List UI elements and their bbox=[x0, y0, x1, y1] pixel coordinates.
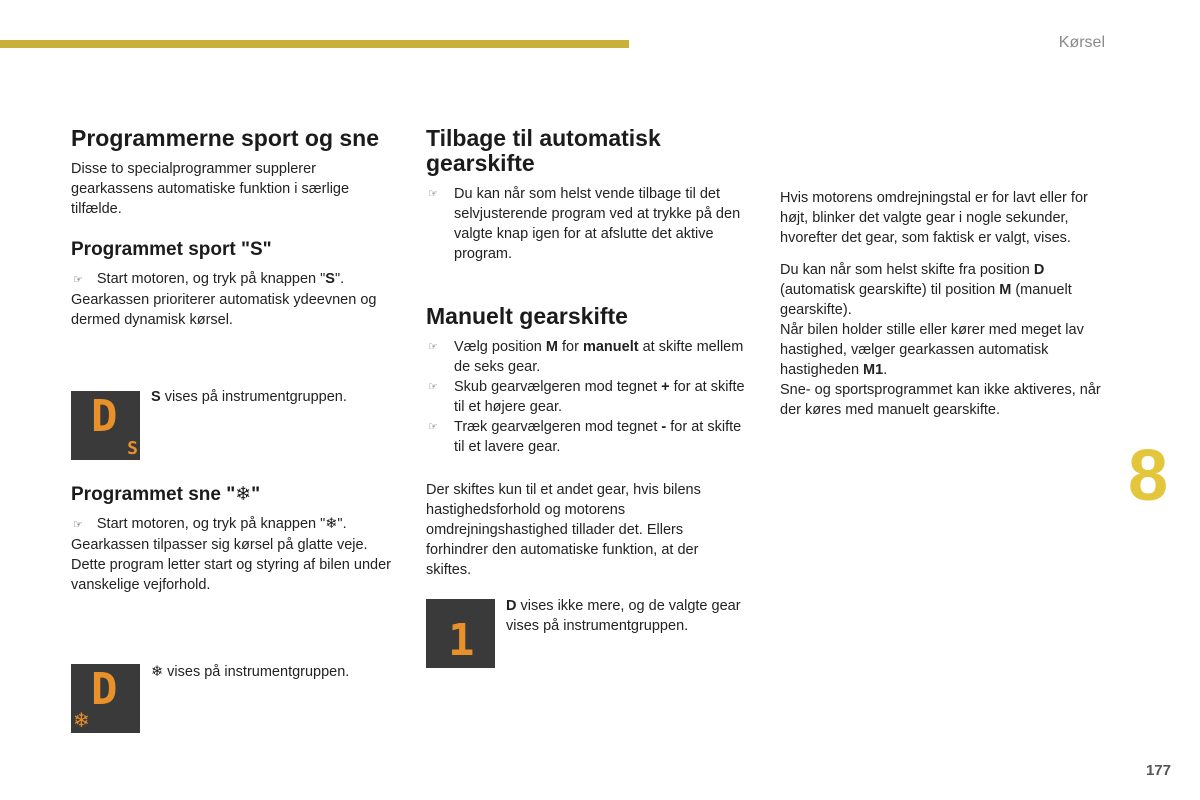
sport-step bbox=[71, 269, 391, 330]
text: Når bilen holder stille eller kører med meget lav hastighed, vælger gearkassen automatisk hastigheden bbox=[780, 322, 1084, 378]
page-number: 177 bbox=[1145, 762, 1171, 779]
step-key: manuelt bbox=[582, 339, 639, 355]
title-back-to-auto: Tilbage til automatisk gearskifte bbox=[426, 125, 661, 176]
note-programs: Sne- og sportsprogrammet kan ikke aktiveres, når der køres med manuelt gearskifte. bbox=[780, 382, 1101, 418]
manual-step bbox=[426, 417, 746, 457]
text: (automatisk gearskifte) til position bbox=[780, 282, 1000, 298]
display-gear-d: D bbox=[91, 391, 118, 442]
step-key: - bbox=[661, 419, 667, 435]
bullet-icon: ☞ bbox=[73, 519, 83, 531]
caption-sport bbox=[151, 387, 381, 407]
step-text: Skub gearvælgeren mod tegnet bbox=[454, 379, 662, 395]
manual-step bbox=[426, 337, 746, 377]
section-label: Kørsel bbox=[1058, 34, 1105, 51]
note-switch bbox=[780, 260, 1110, 320]
caption-sport-text: vises på instrumentgruppen. bbox=[160, 389, 347, 405]
step-key: + bbox=[661, 379, 670, 395]
caption-manual-text: vises ikke mere, og de valgte gear vises på instrumentgruppen. bbox=[506, 598, 741, 634]
snow-step-text: Start motoren, og tryk på knappen "❄". Gearkassen tilpasser sig kørsel på glatte veje. Dette program letter start og styring af bilen under vanskelige vejforhold. bbox=[71, 516, 391, 593]
sport-step-a: Start motoren, og tryk på knappen " bbox=[96, 271, 326, 287]
text: Du kan når som helst skifte fra position bbox=[780, 262, 1034, 278]
caption-manual-key: D bbox=[506, 598, 517, 614]
intro-text: Disse to specialprogrammer supplerer gearkassens automatiske funktion i særlige tilfælde. bbox=[71, 161, 350, 217]
sport-step-key: S bbox=[325, 271, 335, 287]
column-notes bbox=[780, 188, 1110, 420]
manual-step bbox=[426, 377, 746, 417]
display-manual-image bbox=[426, 599, 495, 668]
heading-snow: Programmet sne "❄" bbox=[71, 484, 261, 505]
step-text: at skifte mellem de seks gear. bbox=[454, 339, 744, 375]
text: (manuelt gearskifte). bbox=[780, 282, 1072, 318]
bullet-icon: ☞ bbox=[428, 381, 438, 393]
column-manual bbox=[426, 126, 746, 580]
step-text: Vælg position bbox=[454, 339, 546, 355]
snow-block bbox=[71, 484, 391, 595]
note-standstill bbox=[780, 320, 1110, 380]
sport-step-b: ". Gearkassen prioriterer automatisk ydeevnen og dermed dynamisk kørsel. bbox=[71, 271, 377, 328]
title-manual: Manuelt gearskifte bbox=[426, 303, 628, 329]
manual-note: Der skiftes kun til et andet gear, hvis bilens hastighedsforhold og motorens omdrejningshastighed tillader det. Ellers forhindrer den automatiske funktion, at der skiftes. bbox=[426, 482, 701, 578]
header-accent-bar bbox=[0, 40, 629, 48]
display-snow-image bbox=[71, 664, 140, 733]
bullet-icon: ☞ bbox=[428, 341, 438, 353]
display-gear-1: 1 bbox=[448, 615, 475, 666]
caption-sport-key: S bbox=[151, 389, 161, 405]
key: M bbox=[999, 282, 1012, 298]
text: . bbox=[883, 362, 888, 378]
display-gear-d: D bbox=[91, 664, 118, 715]
auto-step bbox=[426, 184, 746, 264]
auto-step-text: Du kan når som helst vende tilbage til det selvjusterende program ved at trykke på den valgte knap igen for at afslutte det aktive program. bbox=[454, 186, 741, 262]
caption-snow: ❄ vises på instrumentgruppen. bbox=[151, 664, 350, 680]
step-text: Træk gearvælgeren mod tegnet bbox=[454, 419, 662, 435]
snow-step bbox=[71, 514, 391, 595]
step-text: for at skifte til et lavere gear. bbox=[454, 419, 742, 455]
bullet-icon: ☞ bbox=[73, 274, 83, 286]
note-rpm: Hvis motorens omdrejningstal er for lavt eller for højt, blinker det valgte gear i nogle sekunder, hvorefter det gear, som faktisk er valgt, vises. bbox=[780, 190, 1088, 246]
display-sport-image bbox=[71, 391, 140, 460]
chapter-number: 8 bbox=[1128, 436, 1169, 516]
snowflake-icon: ❄ bbox=[73, 710, 90, 732]
bullet-icon: ☞ bbox=[428, 188, 438, 200]
heading-sport: Programmet sport "S" bbox=[71, 239, 272, 260]
step-text: for at skifte til et højere gear. bbox=[454, 379, 745, 415]
bullet-icon: ☞ bbox=[428, 421, 438, 433]
key: D bbox=[1033, 262, 1045, 278]
caption-manual bbox=[506, 596, 746, 636]
display-sport-s: S bbox=[127, 438, 138, 459]
title-programs: Programmerne sport og sne bbox=[71, 125, 380, 151]
manual-steps bbox=[426, 337, 746, 457]
column-sport-snow bbox=[71, 126, 391, 330]
key: M1 bbox=[863, 362, 884, 378]
step-text: for bbox=[557, 339, 583, 355]
step-key: M bbox=[545, 339, 558, 355]
